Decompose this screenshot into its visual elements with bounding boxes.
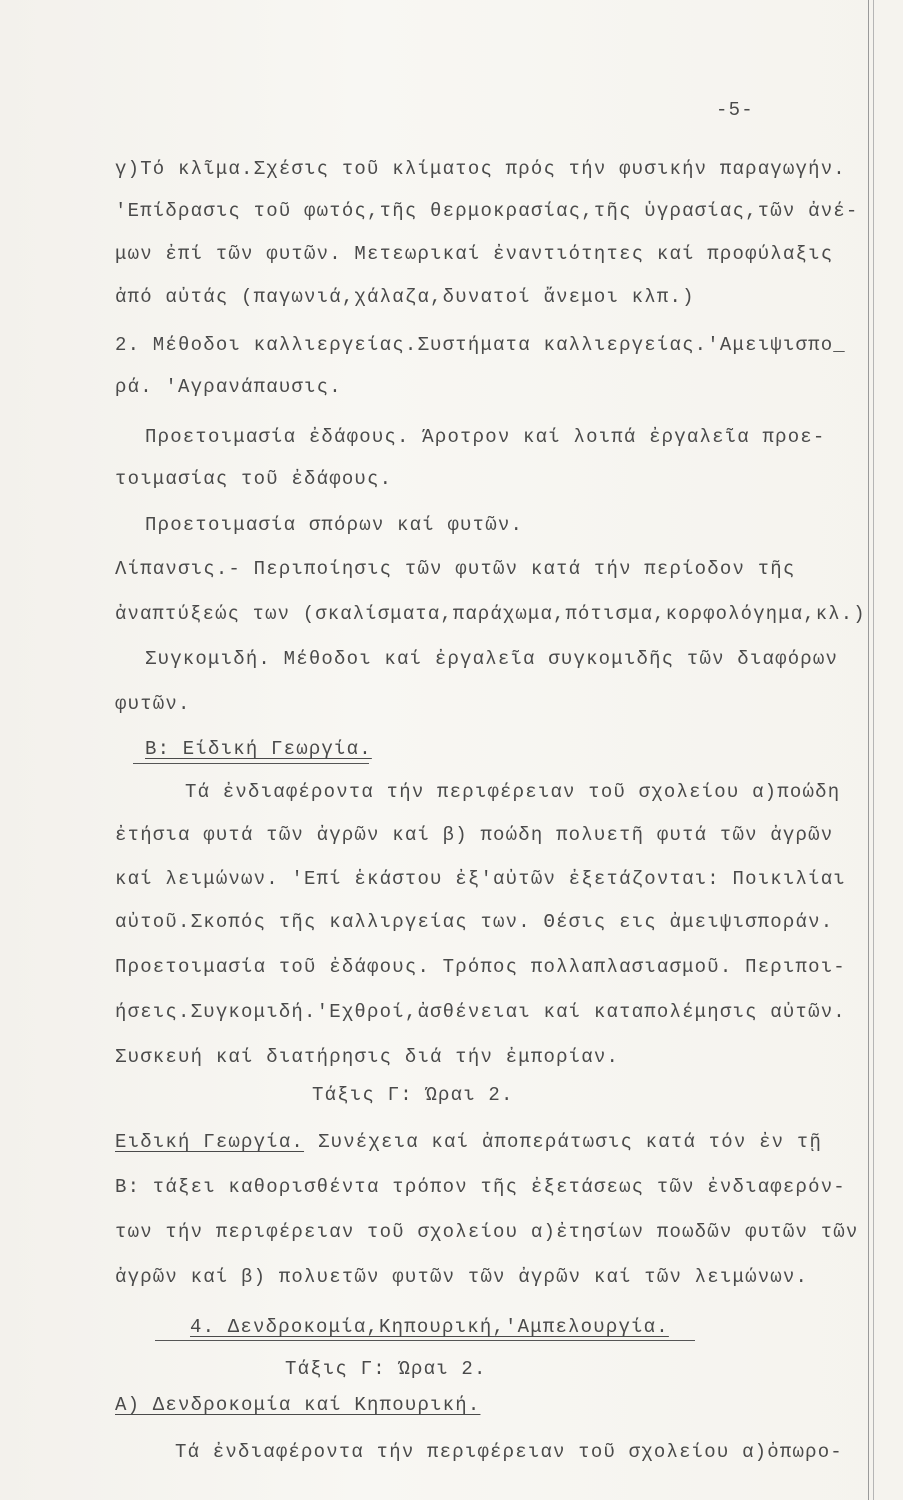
text-line: ήσεις.Συγκομιδή.'Εχθροί,ἀσθένειαι καί καταπολέμησις αὐτῶν.: [115, 1001, 846, 1023]
text-line: Συγκομιδή. Μέθοδοι καί ἐργαλεῖα συγκομιδῆς τῶν διαφόρων: [145, 648, 839, 670]
text-line: γ)Τό κλῖμα.Σχέσις τοῦ κλίματος πρός τήν φυσικήν παραγωγήν.: [115, 158, 846, 180]
class-hours-heading: Τάξις Γ: Ώραι 2.: [285, 1358, 487, 1380]
text-line: ἀπό αὐτάς (παγωνιά,χάλαζα,δυνατοί ἄνεμοι κλπ.): [115, 286, 695, 308]
class-hours-heading: Τάξις Γ: Ώραι 2.: [312, 1084, 514, 1106]
subsection-heading: Α) Δενδροκομία καί Κηπουρική.: [115, 1394, 481, 1416]
section-heading-arboriculture: 4. Δενδροκομία,Κηπουρική,'Αμπελουργία.: [190, 1316, 669, 1338]
text-line: ἐτήσια φυτά τῶν ἀγρῶν καί β) ποώδη πολυετῆ φυτά τῶν ἀγρῶν: [115, 824, 834, 846]
text-line: Προετοιμασία ἐδάφους. Άροτρον καί λοιπά ἐργαλεῖα προε-: [145, 426, 826, 448]
heading-underline: [133, 763, 369, 764]
text-line: Τά ἐνδιαφέροντα τήν περιφέρειαν τοῦ σχολείου α)ὀπωρο-: [175, 1441, 843, 1463]
text-line: ἀναπτύξεώς των (σκαλίσματα,παράχωμα,πότισμα,κορφολόγημα,κλ.): [115, 603, 866, 625]
text-line: 2. Μέθοδοι καλλιεργείας.Συστήματα καλλιεργείας.'Αμειψισπο_: [115, 334, 846, 356]
text-line: 'Επίδρασις τοῦ φωτός,τῆς θερμοκρασίας,τῆς ὑγρασίας,τῶν ἀνέ-: [115, 200, 859, 222]
text-line: φυτῶν.: [115, 693, 191, 715]
text-line: Συνέχεια καί ἀποπεράτωσις κατά τόν ἐν τῇ: [318, 1131, 823, 1153]
text-line: Β: τάξει καθορισθέντα τρόπον τῆς ἐξετάσεως τῶν ἐνδιαφερόν-: [115, 1176, 846, 1198]
page-edge-line: [868, 0, 869, 1500]
text-line: Τά ἐνδιαφέροντα τήν περιφέρειαν τοῦ σχολείου α)ποώδη: [185, 781, 841, 803]
text-line: Συσκευή καί διατήρησις διά τήν ἐμπορίαν.: [115, 1046, 620, 1068]
text-line: καί λειμώνων. 'Επί ἑκάστου ἐξ'αὐτῶν ἐξετάζονται: Ποικιλίαι: [115, 868, 846, 890]
page-number: -5-: [716, 99, 754, 121]
text-line: των τήν περιφέρειαν τοῦ σχολείου α)ἐτησίων ποωδῶν φυτῶν τῶν: [115, 1221, 859, 1243]
text-line: αὐτοῦ.Σκοπός τῆς καλλιργείας των. Θέσις εις ἀμειψισποράν.: [115, 911, 834, 933]
heading-underline: [155, 1340, 695, 1341]
section-heading-special-agriculture-c: Ειδική Γεωργία.: [115, 1131, 305, 1153]
text-line: ρά. 'Αγρανάπαυσις.: [115, 376, 342, 398]
text-line: Προετοιμασία τοῦ ἐδάφους. Τρόπος πολλαπλασιασμοῦ. Περιποι-: [115, 956, 846, 978]
text-line: Λίπανσις.- Περιποίησις τῶν φυτῶν κατά τήν περίοδον τῆς: [115, 558, 796, 580]
text-line: Προετοιμασία σπόρων καί φυτῶν.: [145, 514, 524, 536]
text-line: τοιμασίας τοῦ ἐδάφους.: [115, 468, 393, 490]
text-line: ἀγρῶν καί β) πολυετῶν φυτῶν τῶν ἀγρῶν καί τῶν λειμώνων.: [115, 1266, 809, 1288]
page-edge-line-2: [873, 0, 874, 1500]
section-heading-special-agriculture: Β: Είδική Γεωργία.: [145, 738, 372, 760]
text-line: μων ἐπί τῶν φυτῶν. Μετεωρικαί ἐναντιότητες καί προφύλαξις: [115, 243, 834, 265]
